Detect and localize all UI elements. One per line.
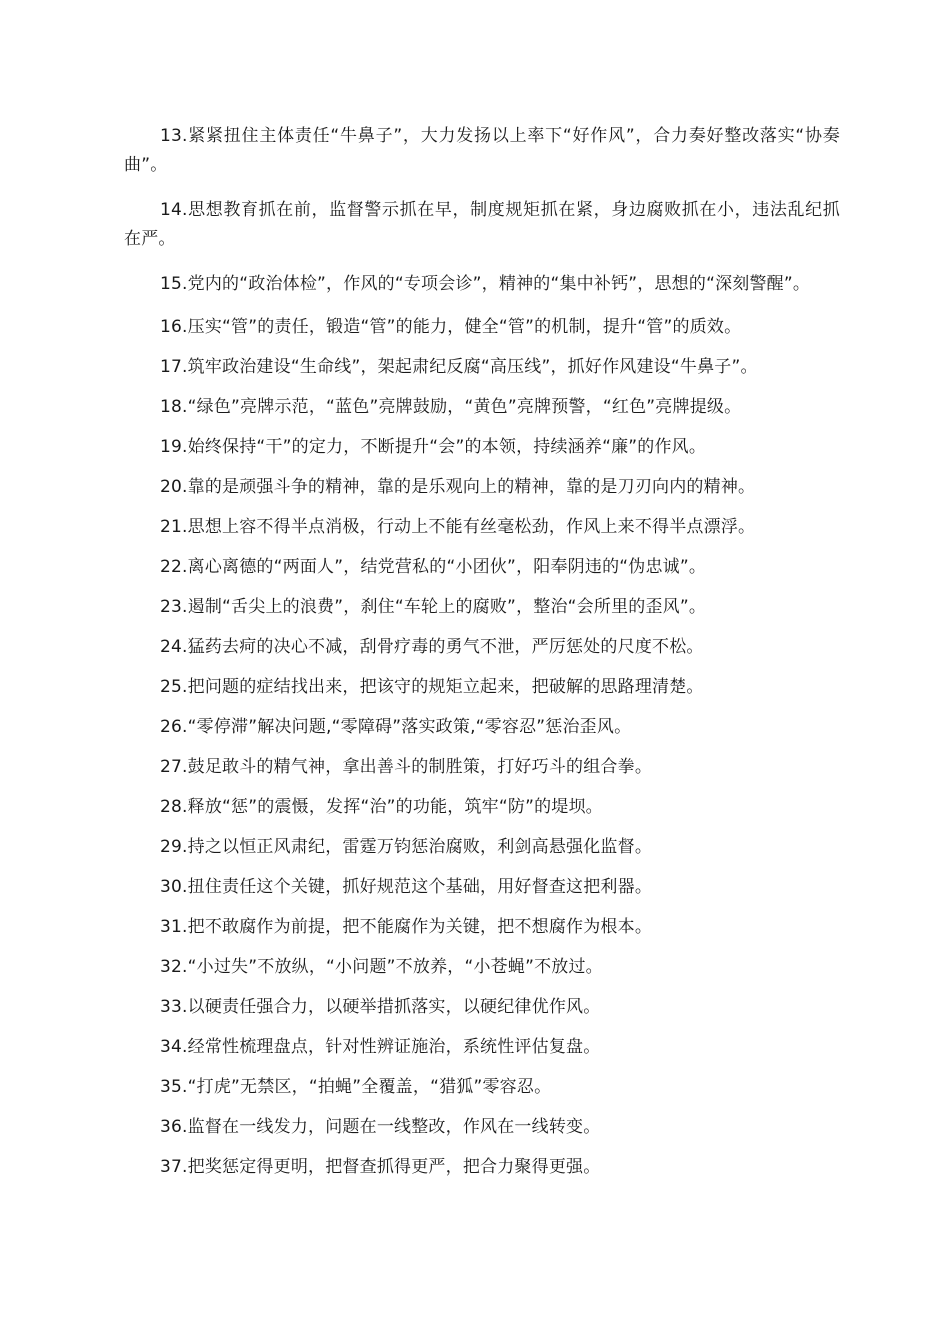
document-body — [124, 122, 840, 1195]
list-item-35: 35.“打虎”无禁区，“拍蝇”全覆盖，“猎狐”零容忍。 — [160, 1077, 552, 1097]
list-item-32: 32.“小过失”不放纵，“小问题”不放养，“小苍蝇”不放过。 — [160, 957, 603, 977]
list-item-34: 34.经常性梳理盘点，针对性辨证施治，系统性评估复盘。 — [160, 1037, 601, 1057]
list-item-33: 33.以硬责任强合力，以硬举措抓落实，以硬纪律优作风。 — [160, 997, 601, 1017]
list-item-17: 17.筑牢政治建设“生命线”，架起肃纪反腐“高压线”，抓好作风建设“牛鼻子”。 — [160, 357, 758, 377]
list-item-21: 21.思想上容不得半点消极，行动上不能有丝毫松劲，作风上来不得半点漂浮。 — [160, 517, 756, 537]
list-item-24: 24.猛药去疴的决心不减，刮骨疗毒的勇气不泄，严厉惩处的尺度不松。 — [160, 637, 704, 657]
list-item-28: 28.释放“惩”的震慑，发挥“治”的功能，筑牢“防”的堤坝。 — [160, 797, 603, 817]
list-item-31: 31.把不敢腐作为前提，把不能腐作为关键，把不想腐作为根本。 — [160, 917, 653, 937]
list-item-29: 29.持之以恒正风肃纪，雷霆万钧惩治腐败，利剑高悬强化监督。 — [160, 837, 653, 857]
list-item-13: 13.紧紧扭住主体责任“牛鼻子”，大力发扬以上率下“好作风”，合力奏好整改落实“协奏曲”。 — [124, 126, 840, 175]
list-item-14: 14.思想教育抓在前，监督警示抓在早，制度规矩抓在紧，身边腐败抓在小，违法乱纪抓在严。 — [124, 200, 840, 249]
list-item-23: 23.遏制“舌尖上的浪费”，刹住“车轮上的腐败”，整治“会所里的歪风”。 — [160, 597, 707, 617]
list-item-19: 19.始终保持“干”的定力，不断提升“会”的本领，持续涵养“廉”的作风。 — [160, 437, 707, 457]
list-item-22: 22.离心离德的“两面人”，结党营私的“小团伙”，阳奉阴违的“伪忠诚”。 — [160, 557, 707, 577]
list-item-18: 18.“绿色”亮牌示范，“蓝色”亮牌鼓励，“黄色”亮牌预警，“红色”亮牌提级。 — [160, 397, 742, 417]
list-item-37: 37.把奖惩定得更明，把督查抓得更严，把合力聚得更强。 — [160, 1157, 601, 1177]
list-item-16: 16.压实“管”的责任，锻造“管”的能力，健全“管”的机制，提升“管”的质效。 — [160, 317, 742, 337]
list-item-27: 27.鼓足敢斗的精气神，拿出善斗的制胜策，打好巧斗的组合拳。 — [160, 757, 653, 777]
list-item-26: 26.“零停滞”解决问题,“零障碍”落实政策,“零容忍”惩治歪风。 — [160, 717, 632, 737]
list-item-15: 15.党内的“政治体检”，作风的“专项会诊”，精神的“集中补钙”，思想的“深刻警醒”。 — [160, 274, 811, 294]
list-item-25: 25.把问题的症结找出来，把该守的规矩立起来，把破解的思路理清楚。 — [160, 677, 704, 697]
list-item-36: 36.监督在一线发力，问题在一线整改，作风在一线转变。 — [160, 1117, 601, 1137]
list-item-20: 20.靠的是顽强斗争的精神，靠的是乐观向上的精神，靠的是刀刃向内的精神。 — [160, 477, 756, 497]
list-item-30: 30.扭住责任这个关键，抓好规范这个基础，用好督查这把利器。 — [160, 877, 653, 897]
